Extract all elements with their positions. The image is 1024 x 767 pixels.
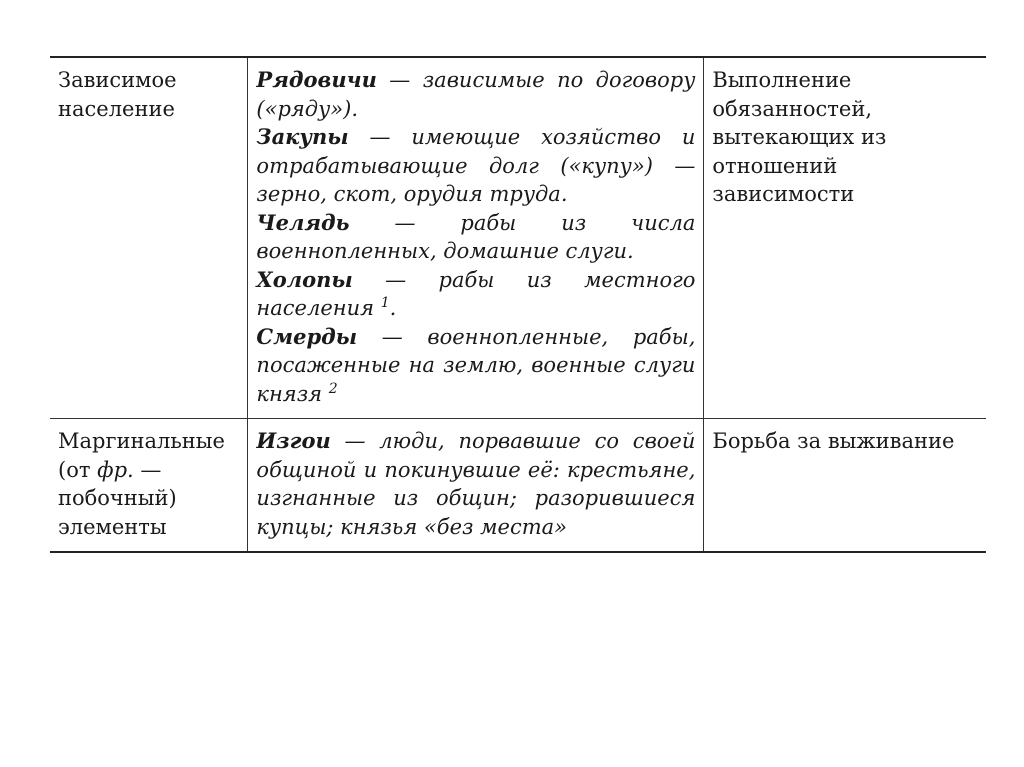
entry-zakupy: [256, 123, 695, 209]
category-cell: [50, 57, 248, 419]
entry-term: Холопы: [256, 266, 353, 292]
entry-text: — рабы из числа военнопленных, домашние слуги.: [256, 210, 696, 263]
entry-smerdy: [256, 323, 695, 409]
footnote-marker: 2: [328, 380, 338, 397]
entry-term: Смерды: [256, 323, 358, 349]
entry-text: — зависимые по договору («ряду»).: [256, 68, 696, 121]
entry-term: Изгои: [256, 428, 331, 453]
description-cell: [248, 57, 704, 419]
entry-kholopy: [256, 266, 695, 323]
description-cell: [248, 419, 704, 553]
entry-izgoi: [256, 427, 695, 541]
entry-text: — военнопленные, рабы, посаженные на землю, военные слуги князя: [256, 324, 696, 406]
social-groups-table: [50, 56, 986, 553]
obligation-text: Выполнение обязанностей, вытекающих из отношений зависимости: [712, 68, 887, 206]
category-cell: [50, 419, 248, 553]
obligation-cell: [704, 57, 986, 419]
entry-term: Челядь: [256, 209, 350, 235]
category-label-end: — побочный) элементы: [58, 457, 177, 539]
category-label: Зависимое население: [58, 68, 177, 121]
entry-text-end: .: [389, 296, 397, 320]
category-label-start: Маргинальные (от: [58, 429, 225, 482]
entry-chelyad: [256, 209, 695, 266]
obligation-text: Борьба за выживание: [712, 429, 955, 453]
category-label-abbrev: фр.: [97, 457, 134, 482]
table-row: [50, 57, 986, 419]
entry-term: Закупы: [256, 124, 349, 149]
footnote-marker: 1: [380, 295, 390, 311]
table-row: [50, 419, 986, 553]
obligation-cell: [704, 419, 986, 553]
entry-text: — рабы из местного населения: [256, 267, 696, 320]
entry-ryadovichi: [256, 66, 695, 123]
entry-text: — люди, порвавшие со своей общиной и покинувшие её: крестьяне, изгнанные из общин; разорившиеся купцы; князья «без места»: [256, 429, 696, 539]
entry-term: Рядовичи: [256, 67, 377, 92]
entry-text: — имеющие хозяйство и отрабатывающие долг («купу») — зерно, скот, орудия труда.: [256, 125, 696, 206]
